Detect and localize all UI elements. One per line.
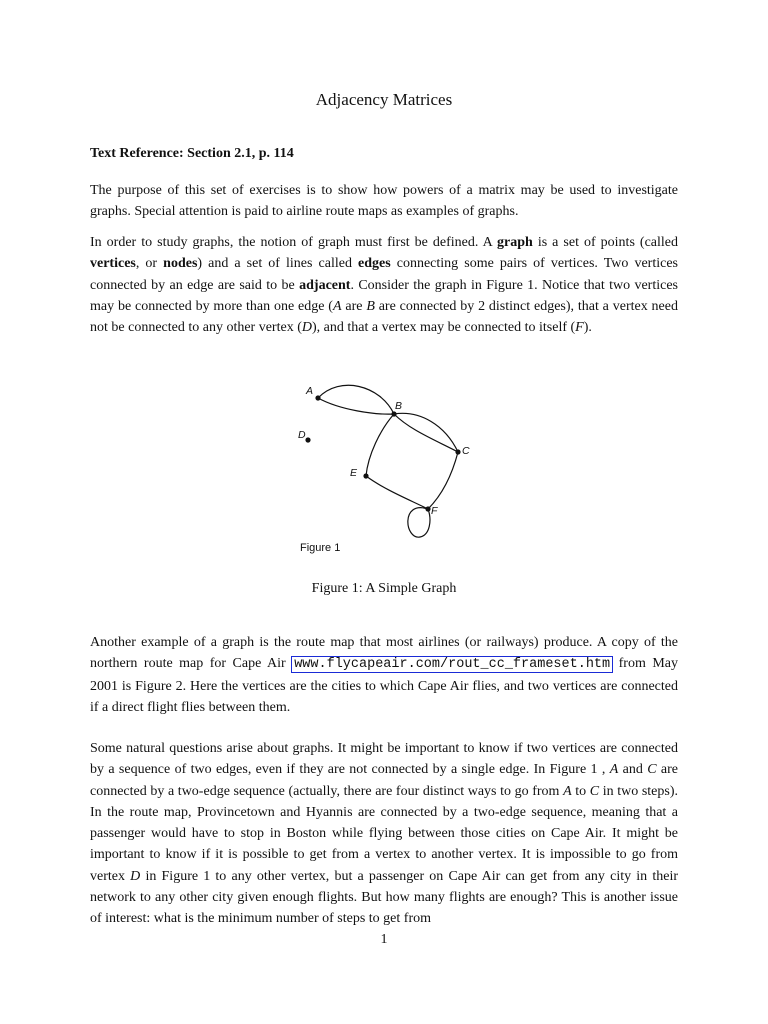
vertex-d	[305, 437, 310, 442]
graph-diagram	[280, 370, 500, 570]
vertex-label-a: A	[306, 385, 314, 397]
figure-caption: Figure 1: A Simple Graph	[311, 581, 457, 596]
graph-figure	[280, 370, 500, 570]
vertex-c	[455, 449, 460, 454]
paragraph-definitions: In order to study graphs, the notion of graph must first be defined. A graph is a set of points (called vertices, or nodes) and a set of lines called edges connecting some pairs of vertices. Two vertices connected by an edge are said to be adjacent. Consider the graph in Figure 1. Notice that two vertices may be connected by more than one edge (A are B are connected by 2 distinct edges), that a vertex need not be connected to any other vertex (D), and that a vertex may be connected to itself (F).	[90, 235, 678, 336]
edge-f-loop	[408, 508, 430, 537]
edge-a-b-lower	[318, 398, 394, 414]
vertex-label-b: B	[395, 400, 403, 412]
edge-b-e	[366, 414, 394, 476]
vertex-e	[363, 473, 368, 478]
paragraph-questions: Some natural questions arise about graphs. It might be important to know if two vertices are connected by a sequence of two edges, even if they are not connected by a single edge. In Figure 1 , A and C are connected by a two-edge sequence (actually, there are four distinct ways to go from A to C in two steps). In the route map, Provincetown and Hyannis are connected by a two-edge sequence, meaning that a passenger would have to stop in Boston while flying between those cities on Cape Air. It might be important to know if it is possible to get from a vertex to another vertex. It is impossible to go from vertex D in Figure 1 to any other vertex, but a passenger on Cape Air can get from any city in their network to any other city given enough flights. But how many flights are enough? This is another issue of interest: what is the minimum number of steps to get from	[90, 741, 678, 927]
term-vertices: vertices	[90, 256, 136, 272]
edge-b-c-upper	[394, 413, 458, 452]
paragraph-route-map: Another example of a graph is the route map that most airlines (or railways) produce. A copy of the northern route map for Cape Air www.flycapeair.com/rout_cc_frameset.htm from May 2001 is Figure 2. Here the vertices are the cities to which Cape Air flies, and two vertices are connected if a direct flight flies between them.	[90, 635, 678, 715]
vertex-label-c: C	[462, 445, 470, 457]
page-number: 1	[380, 932, 388, 947]
vertex-label-d: D	[298, 429, 306, 441]
vertex-label-e: E	[350, 467, 358, 479]
edge-c-f	[428, 452, 458, 509]
figure-sublabel: Figure 1	[300, 542, 341, 554]
cape-air-link[interactable]: www.flycapeair.com/rout_cc_frameset.htm	[294, 657, 611, 673]
term-edges: edges	[358, 256, 391, 272]
term-adjacent: adjacent	[299, 277, 351, 293]
edge-a-b-upper	[318, 385, 394, 414]
vertex-a	[315, 395, 320, 400]
vertex-f	[425, 506, 430, 511]
term-graph: graph	[497, 235, 533, 250]
paragraph-intro: The purpose of this set of exercises is to show how powers of a matrix may be used to investigate graphs. Special attention is paid to airline route maps as examples of graphs.	[90, 183, 678, 220]
page-title: Adjacency Matrices	[315, 90, 453, 109]
vertex-b	[391, 411, 396, 416]
term-nodes: nodes	[163, 256, 198, 272]
edge-b-c-lower	[394, 414, 458, 452]
vertex-label-f: F	[431, 505, 438, 517]
text-reference: Text Reference: Section 2.1, p. 114	[90, 146, 294, 161]
edge-e-f	[366, 476, 428, 509]
